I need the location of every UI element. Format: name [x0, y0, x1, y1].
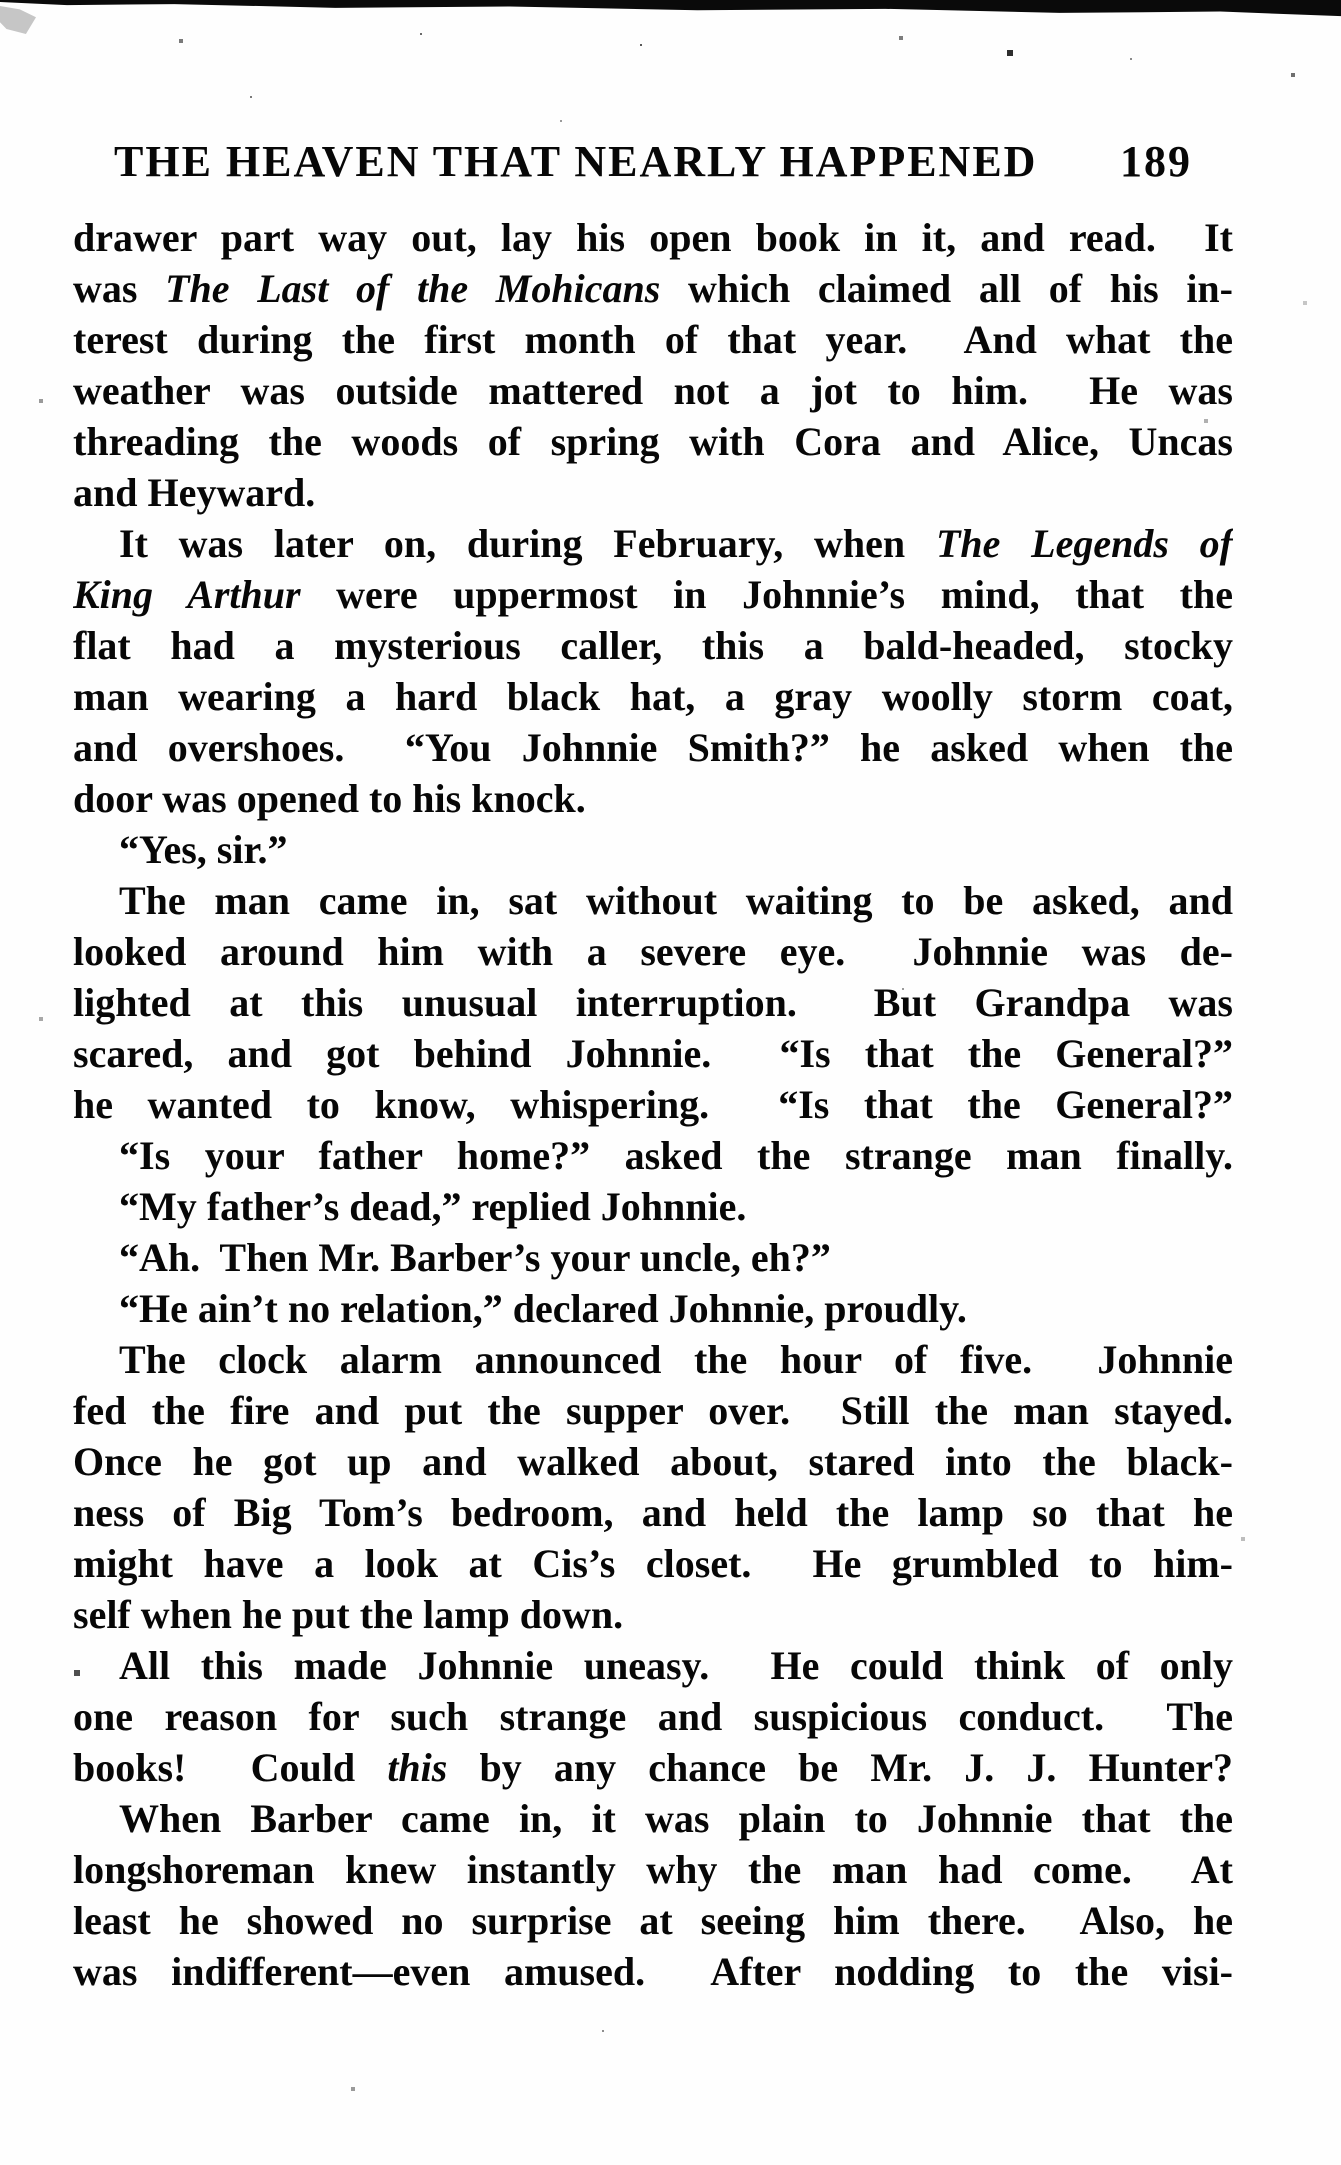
- body-text: was indifferent—even amused. After nodding to the visi-: [73, 1949, 1233, 1994]
- body-text: ness of Big Tom’s bedroom, and held the lamp so that he: [73, 1490, 1233, 1535]
- body-text: scared, and got behind Johnnie. “Is that the General?”: [73, 1031, 1233, 1076]
- text-line: [73, 1844, 1233, 1895]
- text-line: [73, 1283, 1233, 1334]
- body-text: All this made Johnnie uneasy. He could think of only: [119, 1643, 1233, 1688]
- text-line: [73, 1589, 1233, 1640]
- body-text: longshoreman knew instantly why the man had come. At: [73, 1847, 1233, 1892]
- text-line: [73, 1334, 1233, 1385]
- text-line: [73, 1028, 1233, 1079]
- body-text: looked around him with a severe eye. Johnnie was de-: [73, 929, 1233, 974]
- body-text: one reason for such strange and suspicious conduct. The: [73, 1694, 1233, 1739]
- text-line: [73, 875, 1233, 926]
- text-line: [73, 263, 1233, 314]
- body-text: fed the fire and put the supper over. Still the man stayed.: [73, 1388, 1233, 1433]
- text-line: [73, 671, 1233, 722]
- italic-text: King Arthur: [73, 572, 301, 617]
- body-text: books! Could: [73, 1745, 388, 1790]
- text-line: [73, 416, 1233, 467]
- body-text: self when he put the lamp down.: [73, 1592, 624, 1637]
- chapter-title: THE HEAVEN THAT NEARLY HAPPENED: [114, 137, 1038, 186]
- italic-text: The Legends of: [935, 521, 1233, 566]
- running-header: [114, 138, 1192, 186]
- body-text: lighted at this unusual interruption. But Grandpa was: [73, 980, 1233, 1025]
- text-line: [73, 926, 1233, 977]
- body-text: When Barber came in, it was plain to Johnnie that the: [119, 1796, 1233, 1841]
- text-line: [73, 1640, 1233, 1691]
- body-text: and overshoes. “You Johnnie Smith?” he asked when the: [73, 725, 1233, 770]
- body-text: by any chance be Mr. J. J. Hunter?: [447, 1745, 1233, 1790]
- body-text: might have a look at Cis’s closet. He grumbled to him-: [73, 1541, 1233, 1586]
- scan-corner-smudge: [0, 6, 36, 34]
- text-line: [73, 1385, 1233, 1436]
- text-block: [73, 212, 1233, 1997]
- body-text: “He ain’t no relation,” declared Johnnie, proudly.: [119, 1286, 967, 1331]
- text-line: [73, 1232, 1233, 1283]
- body-text: drawer part way out, lay his open book in it, and read. It: [73, 215, 1233, 260]
- text-line: [73, 569, 1233, 620]
- text-line: [73, 1742, 1233, 1793]
- text-line: [73, 824, 1233, 875]
- text-line: [73, 773, 1233, 824]
- text-line: [73, 1946, 1233, 1997]
- body-text: and Heyward.: [73, 470, 316, 515]
- text-line: [73, 314, 1233, 365]
- body-text: terest during the first month of that year. And what the: [73, 317, 1233, 362]
- body-text: door was opened to his knock.: [73, 776, 586, 821]
- text-line: [73, 365, 1233, 416]
- body-text: The clock alarm announced the hour of five. Johnnie: [119, 1337, 1233, 1382]
- body-text: “My father’s dead,” replied Johnnie.: [119, 1184, 747, 1229]
- text-line: [73, 1538, 1233, 1589]
- text-line: [73, 467, 1233, 518]
- scan-noise-speckles: [0, 0, 2, 2]
- text-line: [73, 1130, 1233, 1181]
- body-text: least he showed no surprise at seeing him there. Also, he: [73, 1898, 1233, 1943]
- body-text: The man came in, sat without waiting to be asked, and: [119, 878, 1233, 923]
- text-line: [73, 1895, 1233, 1946]
- body-text: “Is your father home?” asked the strange man finally.: [119, 1133, 1233, 1178]
- text-line: [73, 722, 1233, 773]
- text-line: [73, 1181, 1233, 1232]
- body-text: flat had a mysterious caller, this a bald-headed, stocky: [73, 623, 1233, 668]
- body-text: which claimed all of his in-: [660, 266, 1233, 311]
- body-text: were uppermost in Johnnie’s mind, that the: [300, 572, 1233, 617]
- italic-text: this: [387, 1745, 448, 1790]
- body-text: Once he got up and walked about, stared into the black-: [73, 1439, 1233, 1484]
- body-text: weather was outside mattered not a jot to him. He was: [73, 368, 1233, 413]
- text-line: [73, 1487, 1233, 1538]
- body-text: he wanted to know, whispering. “Is that the General?”: [73, 1082, 1233, 1127]
- italic-text: The Last of the Mohicans: [165, 266, 661, 311]
- text-line: [73, 1079, 1233, 1130]
- text-line: [73, 518, 1233, 569]
- body-text: It was later on, during February, when: [119, 521, 936, 566]
- text-line: [73, 977, 1233, 1028]
- text-line: [73, 212, 1233, 263]
- text-line: [73, 1793, 1233, 1844]
- body-text: “Ah. Then Mr. Barber’s your uncle, eh?”: [119, 1235, 831, 1280]
- scan-edge-artifact: [0, 0, 1341, 17]
- body-text: “Yes, sir.”: [119, 827, 288, 872]
- body-text: threading the woods of spring with Cora and Alice, Uncas: [73, 419, 1233, 464]
- body-text: man wearing a hard black hat, a gray woolly storm coat,: [73, 674, 1233, 719]
- text-line: [73, 1436, 1233, 1487]
- body-text: was: [73, 266, 166, 311]
- text-line: [73, 1691, 1233, 1742]
- text-line: [73, 620, 1233, 671]
- page-number: 189: [1120, 137, 1192, 186]
